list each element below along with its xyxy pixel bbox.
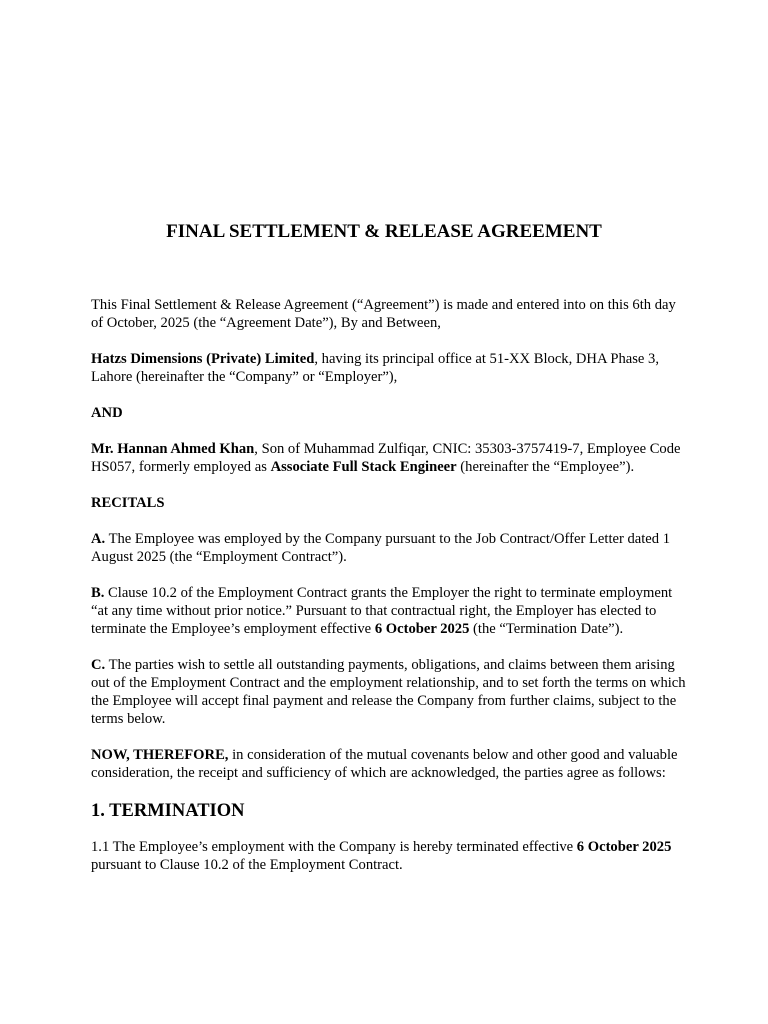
recital-b-text-end: (the “Termination Date”). (469, 621, 624, 637)
document-title: FINAL SETTLEMENT & RELEASE AGREEMENT (166, 221, 602, 242)
company-party-paragraph (91, 350, 686, 386)
intro-paragraph (91, 296, 686, 332)
recital-b-date: 6 October 2025 (374, 621, 470, 637)
employee-party-paragraph (91, 440, 686, 476)
clause-1-1-text: 1.1 The Employee’s employment with the Company is hereby terminated effective (91, 839, 577, 855)
recital-c (91, 656, 686, 728)
recital-a-text: The Employee was employed by the Company pursuant to the Job Contract/Offer Letter dated 1 August 2025 (the “Employment Contract”). (91, 531, 671, 565)
recital-a-label: A. (91, 531, 106, 547)
employee-details-end: (hereinafter the “Employee”). (456, 459, 635, 475)
section-1-heading: 1. TERMINATION (91, 801, 245, 821)
clause-1-1-text-end: pursuant to Clause 10.2 of the Employment Contract. (91, 857, 403, 873)
company-details: , having its principal office at 51-XX Block, DHA Phase 3, Lahore (hereinafter the “Company” or “Employer”), (91, 351, 659, 385)
now-therefore-label: NOW, THEREFORE, (91, 747, 229, 763)
clause-1-1 (91, 838, 686, 874)
employee-position: Associate Full Stack Engineer (270, 459, 457, 475)
and-label: AND (91, 405, 123, 421)
intro-text: This Final Settlement & Release Agreement (“Agreement”) is made and entered into on this 6th day of October, 2025 (the “Agreement Date”), By and Between, (91, 297, 676, 331)
document-body (91, 296, 686, 892)
company-name: Hatzs Dimensions (Private) Limited (91, 351, 315, 367)
recital-c-label: C. (91, 657, 106, 673)
recital-c-text: The parties wish to settle all outstanding payments, obligations, and claims between them arising out of the Employment Contract and the employment relationship, and to set forth the terms on which the Employee will accept final payment and release the Company from further claims, subject to the terms below. (91, 657, 686, 727)
clause-1-1-date: 6 October 2025 (576, 839, 672, 855)
recital-a (91, 530, 686, 566)
employee-name: Mr. Hannan Ahmed Khan (91, 441, 255, 457)
now-therefore-paragraph (91, 746, 686, 782)
recitals-heading: RECITALS (91, 495, 165, 511)
recital-b (91, 584, 686, 638)
recital-b-label: B. (91, 585, 105, 601)
now-therefore-text: in consideration of the mutual covenants below and other good and valuable consideration, the receipt and sufficiency of which are acknowledged, the parties agree as follows: (91, 747, 678, 781)
recital-b-text: Clause 10.2 of the Employment Contract grants the Employer the right to terminate employment “at any time without prior notice.” Pursuant to that contractual right, the Employer has elected to terminate the Employee’s employment effective (91, 585, 673, 637)
employee-details: , Son of Muhammad Zulfiqar, CNIC: 35303-3757419-7, Employee Code HS057, formerly employed as (91, 441, 681, 475)
